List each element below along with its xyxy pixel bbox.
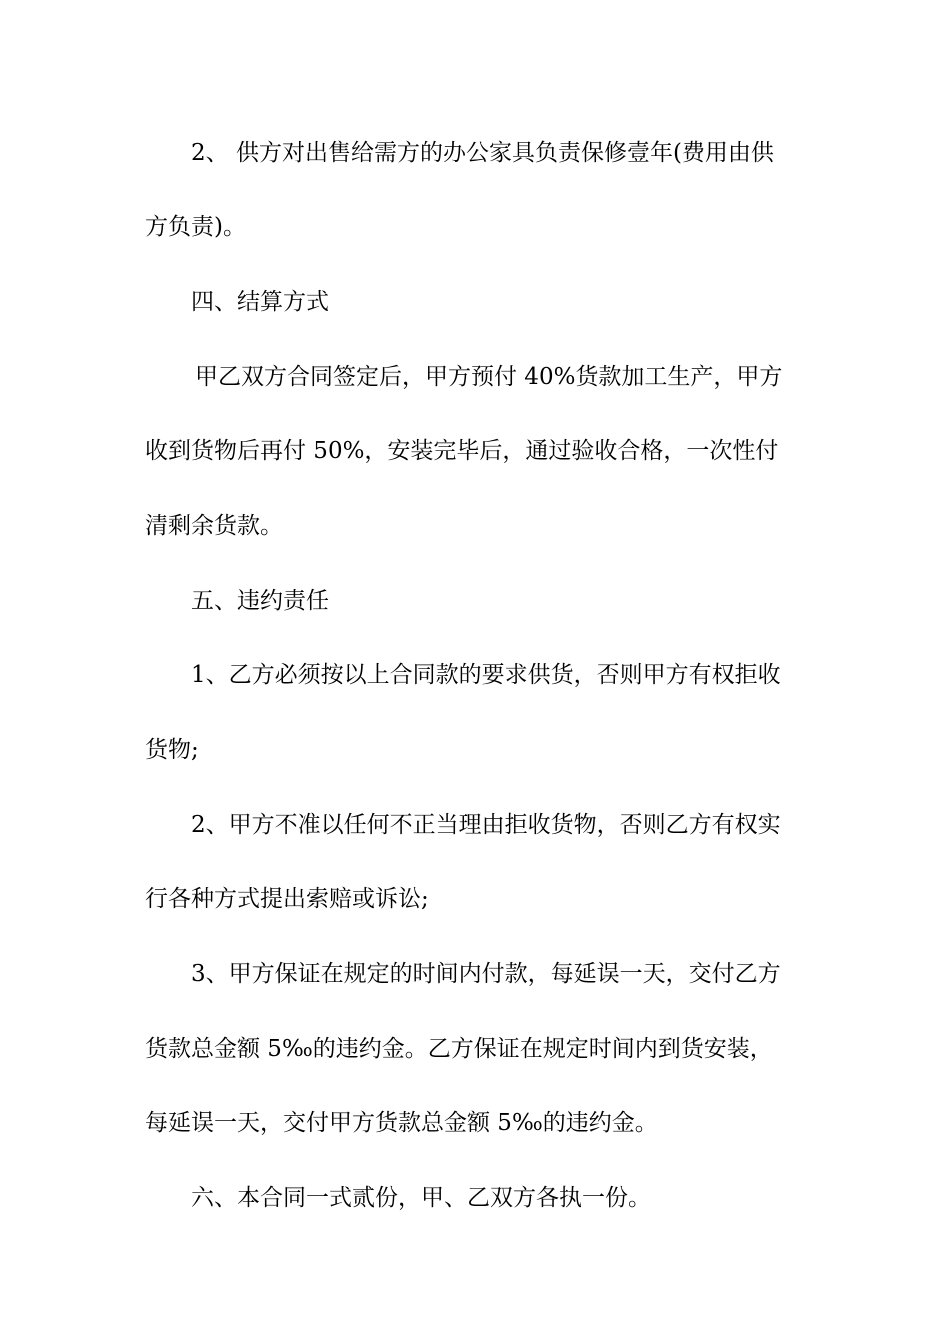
section-heading: 五、违约责任 (191, 588, 329, 614)
text-line: 1、乙方必须按以上合同款的要求供货，否则甲方有权拒收 (191, 662, 781, 688)
text-line: 3、甲方保证在规定的时间内付款，每延误一天，交付乙方 (191, 961, 781, 987)
text-line: 六、本合同一式贰份，甲、乙双方各执一份。 (191, 1185, 651, 1211)
text-line: 清剩余货款。 (145, 513, 283, 539)
text-line: 方负责)。 (145, 214, 246, 240)
text-line: 2、 供方对出售给需方的办公家具负责保修壹年(费用由供 (191, 140, 774, 166)
text-line: 货物; (145, 737, 199, 763)
text-line: 2、甲方不准以任何不正当理由拒收货物，否则乙方有权实 (191, 812, 781, 838)
text-line: 收到货物后再付 50%，安装完毕后，通过验收合格，一次性付 (145, 438, 779, 464)
text-line: 行各种方式提出索赔或诉讼; (145, 886, 429, 912)
text-line: 每延误一天，交付甲方货款总金额 5‰的违约金。 (145, 1110, 658, 1136)
text-line: 甲乙双方合同签定后，甲方预付 40%货款加工生产，甲方 (195, 364, 783, 390)
section-heading: 四、结算方式 (191, 289, 329, 315)
text-line: 货款总金额 5‰的违约金。乙方保证在规定时间内到货安装， (145, 1036, 773, 1062)
